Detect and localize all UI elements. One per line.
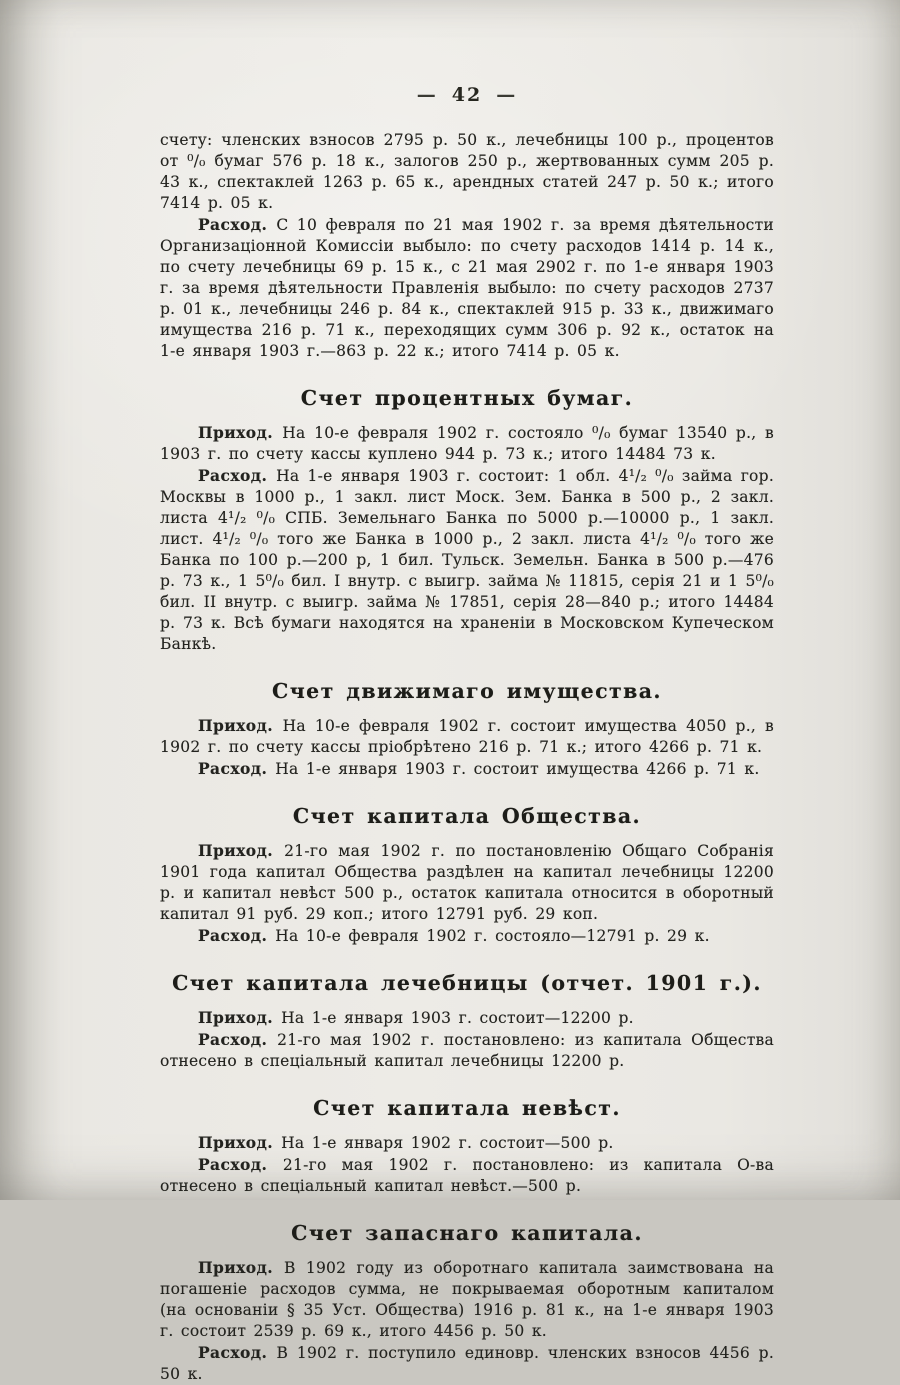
section-heading: Счет движимаго имущества.: [272, 679, 662, 703]
paragraph: Приход. На 10-е февраля 1902 г. состояло ⁰/₀ бумаг 13540 р., в 1903 г. по счету кассы куплено 944 р. 73 к.; итого 14484 73 к.: [160, 423, 774, 463]
paragraph: Расход. В 1902 г. поступило единовр. членских взносов 4456 р. 50 к.: [160, 1343, 774, 1383]
account-section: [160, 130, 774, 362]
paragraph: Приход. В 1902 году из оборотнаго капитала заимствована на погашеніе расходов сумма, не покрываемая оборотным капиталом (на основаніи § 35 Уст. Общества) 1916 р. 81 к., на 1-е января 1903 г. состоит 2539 р. 69 к., итого 4456 р. 50 к.: [160, 1258, 774, 1340]
paragraph-lead: Расход.: [198, 926, 276, 945]
page-number-left-dash: —: [416, 84, 438, 106]
paragraph-lead: Расход.: [198, 215, 277, 234]
paragraph-lead: Приход.: [198, 1133, 282, 1152]
account-section: [160, 1221, 774, 1385]
paragraph: Приход. На 1-е января 1903 г. состоит—12200 р.: [198, 1008, 634, 1027]
section-heading: Счет капитала невѣст.: [313, 1096, 621, 1120]
paragraph-lead: Расход.: [198, 759, 276, 778]
account-section: [160, 679, 774, 780]
paragraph-lead: Расход.: [198, 1343, 277, 1362]
paragraph-lead: Расход.: [198, 466, 277, 485]
paragraph: Расход. 21-го мая 1902 г. постановлено: из капитала О-ва отнесено в спеціальный капитал невѣст.—500 р.: [160, 1155, 775, 1195]
page-number-value: 42: [451, 84, 483, 106]
page-number-right-dash: —: [496, 84, 518, 106]
document-body: [160, 130, 774, 1385]
section-heading: Счет капитала Общества.: [292, 804, 642, 828]
paragraph: Приход. На 1-е января 1902 г. состоит—500 р.: [198, 1133, 614, 1152]
paragraph: Расход. На 10-е февраля 1902 г. состояло—12791 р. 29 к.: [198, 926, 710, 945]
paragraph: счету: членских взносов 2795 р. 50 к., лечебницы 100 р., процентов от ⁰/₀ бумаг 576 р. 18 к., залогов 250 р., жертвованных сумм 205 р. 43 к., спектаклей 1263 р. 65 к., арендных статей 247 р. 50 к.; итого 7414 р. 05 к.: [160, 131, 774, 212]
paragraph: Приход. На 10-е февраля 1902 г. состоит имущества 4050 р., в 1902 г. по счету кассы пріобрѣтено 216 р. 71 к.; итого 4266 р. 71 к.: [160, 716, 774, 756]
paragraph: Расход. 21-го мая 1902 г. постановлено: из капитала Общества отнесено в спеціальный капитал лечебницы 12200 р.: [160, 1030, 774, 1070]
account-section: [160, 971, 774, 1072]
paragraph: Приход. 21-го мая 1902 г. по постановленію Общаго Собранія 1901 года капитал Общества раздѣлен на капитал лечебницы 12200 р. и капитал невѣст 500 р., остаток капитала относится в оборотный капитал 91 руб. 29 коп.; итого 12791 руб. 29 коп.: [160, 841, 774, 923]
paragraph-lead: Приход.: [198, 1258, 284, 1277]
account-section: [160, 804, 774, 947]
paragraph-lead: Приход.: [198, 841, 285, 860]
section-heading: Счет процентных бумаг.: [300, 386, 634, 410]
paragraph-lead: Приход.: [198, 423, 283, 442]
paragraph-lead: Расход.: [198, 1155, 283, 1174]
account-section: [160, 386, 774, 655]
paragraph: Расход. На 1-е января 1903 г. состоит: 1 обл. 4¹/₂ ⁰/₀ займа гор. Москвы в 1000 р., 1 закл. лист Моск. Зем. Банка в 500 р., 2 закл. листа 4¹/₂ ⁰/₀ СПБ. Земельнаго Банка по 5000 р.—10000 р., 1 закл. лист. 4¹/₂ ⁰/₀ того же Банка в 1000 р., 2 закл. листа 4¹/₂ ⁰/₀ того же Банка по 100 р.—200 р, 1 бил. Тульск. Земельн. Банка в 500 р.—476 р. 73 к., 1 5⁰/₀ бил. I внутр. с выигр. займа № 11815, серія 21 и 1 5⁰/₀ бил. II внутр. с выигр. займа № 17851, серія 28—840 р.; итого 14484 р. 73 к. Всѣ бумаги находятся на храненіи в Московском Купеческом Банкѣ.: [160, 466, 775, 653]
paragraph-lead: Приход.: [198, 1008, 282, 1027]
page-content: [160, 84, 774, 1385]
section-heading: Счет капитала лечебницы (отчет. 1901 г.).: [172, 971, 762, 995]
paragraph: Расход. С 10 февраля по 21 мая 1902 г. за время дѣятельности Организаціонной Комиссіи выбыло: по счету расходов 1414 р. 14 к., по счету лечебницы 69 р. 15 к., с 21 мая 2902 г. по 1-е января 1903 г. за время дѣятельности Правленія выбыло: по счету расходов 2737 р. 01 к., лечебницы 246 р. 84 к., спектаклей 915 р. 33 к., движимаго имущества 216 р. 71 к., переходящих сумм 306 р. 92 к., остаток на 1-е января 1903 г.—863 р. 22 к.; итого 7414 р. 05 к.: [160, 215, 774, 360]
paragraph-lead: Расход.: [198, 1030, 278, 1049]
paragraph-lead: Приход.: [198, 716, 283, 735]
page-number: [160, 84, 774, 106]
paragraph: Расход. На 1-е января 1903 г. состоит имущества 4266 р. 71 к.: [198, 759, 760, 778]
section-heading: Счет запаснаго капитала.: [291, 1221, 643, 1245]
account-section: [160, 1096, 774, 1197]
